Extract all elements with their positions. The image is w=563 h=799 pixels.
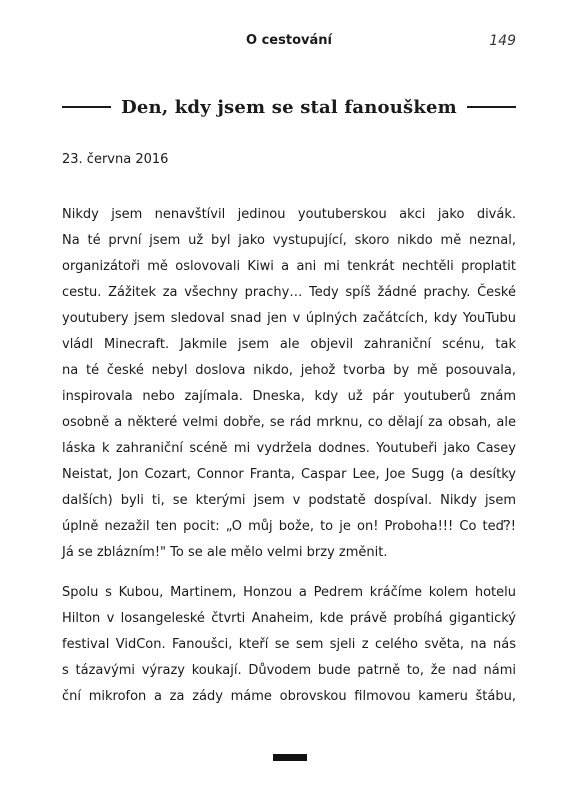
right-title-rule	[467, 106, 516, 108]
text-line: vládl Minecraft. Jakmile jsem ale objevil zahraniční scénu, tak	[62, 337, 516, 352]
text-line: youtubery jsem sledoval snad jen v úplných začátcích, kdy YouTubu	[62, 311, 516, 326]
text-line: osobně a některé velmi dobře, se rád mrknu, co dělají za obsah, ale	[62, 415, 516, 430]
text-line: láska k zahraniční scéně mi vydržela dodnes. Youtubeři jako Casey	[62, 441, 516, 456]
text-line: ční mikrofon a za zády máme obrovskou filmovou kameru štábu,	[62, 689, 516, 704]
page-number: 149	[489, 33, 516, 49]
text-line: Spolu s Kubou, Martinem, Honzou a Pedrem kráčíme kolem hotelu	[62, 585, 516, 600]
text-line: úplně nezažil ten pocit: „O můj bože, to je on! Proboha!!! Co teď?!	[62, 519, 516, 534]
text-line: Hilton v losangeleské čtvrti Anaheim, kde právě probíhá gigantický	[62, 611, 516, 626]
running-header	[62, 30, 516, 52]
text-line: s tázavými výrazy koukají. Důvodem bude patrně to, že nad námi	[62, 663, 516, 678]
text-line: dalších) byli ti, se kterými jsem v podstatě dospíval. Nikdy jsem	[62, 493, 516, 508]
text-line: festival VidCon. Fanoušci, kteří se sem sjeli z celého světa, na nás	[62, 637, 516, 652]
section-title: O cestování	[246, 33, 332, 48]
page-end-marker	[273, 754, 307, 761]
text-line: Neistat, Jon Cozart, Connor Franta, Caspar Lee, Joe Sugg (a desítky	[62, 467, 516, 482]
chapter-heading	[62, 92, 516, 122]
paragraph-1	[62, 202, 516, 566]
paragraph-2	[62, 580, 516, 710]
entry-date: 23. června 2016	[62, 152, 169, 167]
text-line: na té české nebyl doslova nikdo, jehož tvorba by mě posouvala,	[62, 363, 516, 378]
left-title-rule	[62, 106, 111, 108]
text-line: organizátoři mě oslovovali Kiwi a ani mi tenkrát nechtěli proplatit	[62, 259, 516, 274]
text-line: Já se zblázním!" To se ale mělo velmi brzy změnit.	[62, 545, 388, 560]
text-line: Nikdy jsem nenavštívil jedinou youtuberskou akci jako divák.	[62, 207, 516, 222]
chapter-title: Den, kdy jsem se stal fanouškem	[121, 96, 457, 118]
text-line: inspirovala nebo zajímala. Dneska, kdy už pár youtuberů znám	[62, 389, 516, 404]
text-line: Na té první jsem už byl jako vystupující, skoro nikdo mě neznal,	[62, 233, 516, 248]
text-line: cestu. Zážitek za všechny prachy… Tedy spíš žádné prachy. České	[62, 285, 516, 300]
